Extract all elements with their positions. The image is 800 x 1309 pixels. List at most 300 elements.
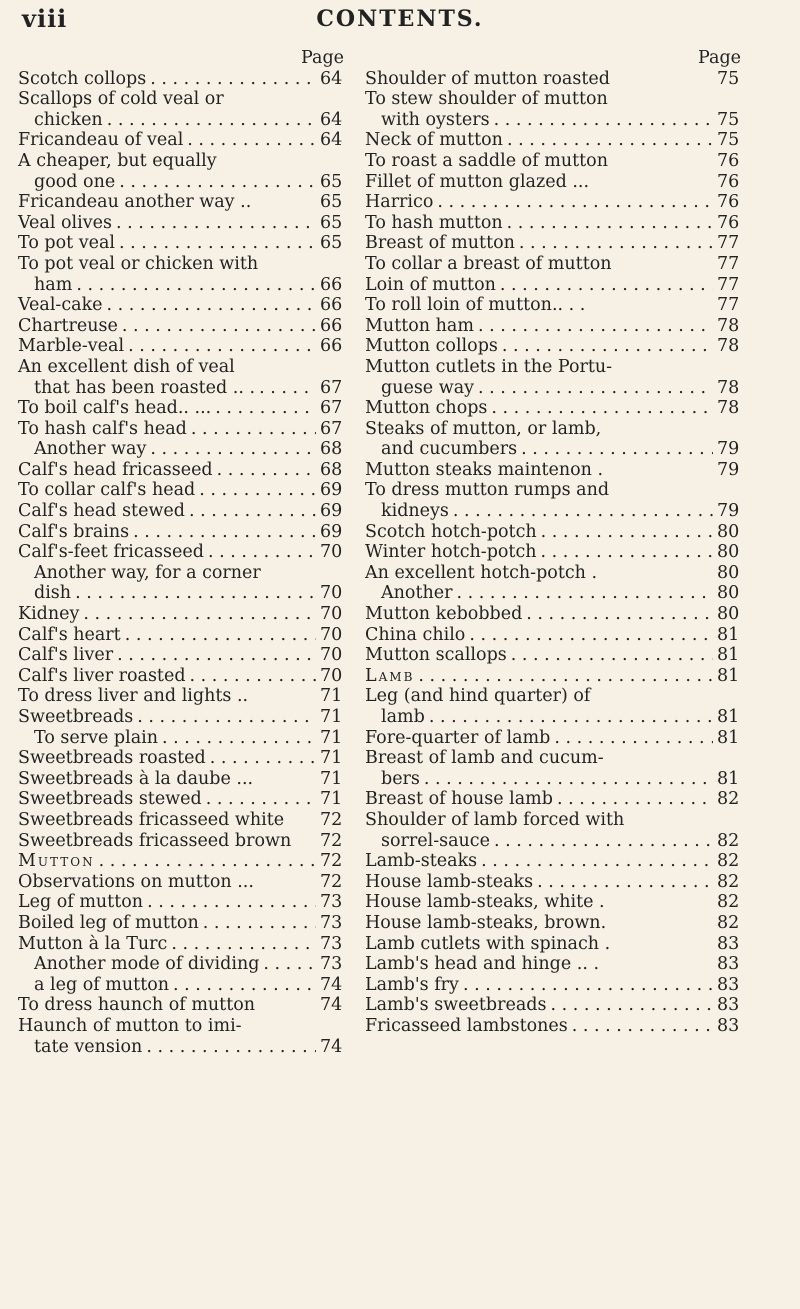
toc-line — [365, 789, 745, 810]
contents-column-right — [365, 48, 745, 1037]
toc-entry-title: tate vension — [34, 1036, 143, 1057]
toc-entry-title: Mutton kebobbed — [365, 604, 523, 625]
toc-page-number: 72 — [320, 851, 343, 872]
toc-page-number: 73 — [320, 954, 343, 975]
toc-page-number: 81 — [717, 665, 740, 686]
page-column-label: Page — [698, 48, 741, 68]
toc-entry — [365, 810, 745, 851]
toc-entry-title: sorrel-sauce — [381, 830, 490, 851]
dot-leader — [162, 728, 316, 749]
toc-entry — [18, 728, 348, 749]
dot-leader — [541, 542, 713, 563]
toc-entry-title: lamb — [381, 707, 425, 727]
dot-leader — [75, 583, 316, 604]
toc-entry-title: House lamb-steaks — [365, 871, 534, 892]
toc-line — [18, 460, 348, 481]
dot-leader — [206, 789, 316, 810]
toc-entry — [18, 295, 348, 316]
toc-line — [18, 501, 348, 522]
toc-entry — [365, 316, 745, 337]
toc-line — [18, 439, 348, 460]
toc-line — [18, 1037, 348, 1058]
toc-entry-title: To dress haunch of mutton — [18, 995, 256, 1016]
toc-line — [365, 748, 745, 769]
toc-line — [365, 769, 745, 790]
toc-entry-title: House lamb-steaks, white . — [365, 892, 605, 913]
dot-leader — [453, 501, 713, 522]
toc-line — [18, 522, 348, 543]
toc-page-number: 72 — [320, 809, 343, 830]
toc-entry — [365, 728, 745, 749]
toc-entry-title: To collar a breast of mutton — [365, 253, 612, 274]
toc-page-number: 82 — [717, 789, 740, 810]
toc-entry-title: Another — [381, 583, 453, 604]
toc-entry — [18, 892, 348, 913]
toc-entry-title: and cucumbers — [381, 439, 518, 460]
toc-entry — [18, 398, 348, 419]
toc-entry — [365, 542, 745, 563]
toc-entry-title: To serve plain — [34, 727, 159, 748]
toc-entry — [18, 192, 348, 213]
toc-page-number: 80 — [717, 542, 740, 563]
toc-entry — [365, 151, 745, 172]
toc-page-number: 82 — [717, 912, 740, 933]
toc-entry-title: To dress mutton rumps and — [365, 480, 610, 501]
toc-page-number: 67 — [320, 377, 343, 398]
toc-page-number: 83 — [717, 974, 740, 995]
dot-leader — [133, 522, 316, 543]
toc-entry-title: Mutton collops — [365, 336, 498, 357]
toc-entry — [365, 295, 745, 316]
toc-entry-title: To boil calf's head.. ... — [18, 398, 212, 419]
toc-entry-title: Sweetbreads stewed — [18, 789, 202, 810]
dot-leader — [190, 666, 316, 687]
page-number: viii — [22, 4, 68, 33]
toc-line — [365, 295, 745, 316]
toc-line — [365, 480, 745, 501]
dot-leader — [259, 378, 316, 399]
toc-page-number: 71 — [320, 707, 343, 727]
toc-entry-title: Leg (and hind quarter) of — [365, 686, 591, 707]
dot-leader — [116, 213, 316, 234]
toc-line — [18, 913, 348, 934]
toc-line — [18, 542, 348, 563]
dot-leader — [507, 130, 713, 151]
toc-page-number: 78 — [717, 315, 740, 336]
toc-entry-title: Winter hotch-potch — [365, 542, 537, 563]
toc-line — [365, 604, 745, 625]
toc-entry — [365, 254, 745, 275]
toc-entry — [365, 625, 745, 646]
toc-entry-title: House lamb-steaks, brown. — [365, 912, 607, 933]
toc-entry-title: Calf's brains — [18, 521, 130, 542]
toc-page-number: 83 — [717, 1015, 740, 1036]
toc-entry-title: Fricandeau of veal — [18, 130, 184, 151]
toc-entry — [18, 480, 348, 501]
toc-page-number: 69 — [320, 521, 343, 542]
toc-entry — [18, 316, 348, 337]
toc-line — [365, 130, 745, 151]
toc-page-number: 73 — [320, 933, 343, 954]
toc-line — [365, 89, 745, 110]
dot-leader — [500, 275, 713, 296]
dot-leader — [173, 975, 316, 996]
toc-entry — [365, 192, 745, 213]
toc-line — [18, 192, 348, 213]
toc-line — [365, 439, 745, 460]
toc-entry-title: A cheaper, but equally — [18, 150, 217, 171]
toc-page-number: 75 — [717, 130, 740, 151]
toc-page-number: 83 — [717, 933, 740, 954]
toc-entry — [365, 336, 745, 357]
toc-line — [365, 110, 745, 131]
toc-entry — [18, 625, 348, 646]
toc-entry — [365, 934, 745, 955]
toc-entry — [18, 336, 348, 357]
toc-entry-title: Mutton à la Turc — [18, 933, 168, 954]
toc-entry — [365, 357, 745, 398]
toc-page-number: 68 — [320, 459, 343, 480]
toc-line — [18, 604, 348, 625]
toc-entry-title: Mutton chops — [365, 398, 488, 419]
toc-entry-title: Mutton cutlets in the Portu- — [365, 356, 613, 377]
toc-entry-title: Lamb's fry — [365, 974, 459, 995]
toc-entry — [18, 851, 348, 872]
toc-page-number: 69 — [320, 501, 343, 522]
toc-line — [365, 810, 745, 831]
toc-entry — [18, 542, 348, 563]
toc-line — [18, 563, 348, 584]
toc-entry-title: To stew shoulder of mutton — [365, 89, 608, 110]
dot-leader — [137, 707, 316, 728]
toc-page-number: 68 — [320, 439, 343, 460]
toc-entry — [365, 563, 745, 584]
toc-entry-title: Calf's liver roasted — [18, 665, 186, 686]
toc-page-number: 71 — [320, 768, 343, 789]
toc-line — [18, 892, 348, 913]
toc-entry — [18, 69, 348, 90]
dot-leader — [557, 789, 713, 810]
toc-entry-title: To roast a saddle of mutton — [365, 150, 608, 171]
toc-entry — [18, 439, 348, 460]
dot-leader — [215, 398, 316, 419]
toc-line — [365, 151, 745, 172]
toc-entry-title: ham — [34, 274, 73, 295]
dot-leader — [478, 316, 713, 337]
dot-leader — [502, 336, 713, 357]
toc-entry-title: An excellent dish of veal — [18, 356, 235, 377]
toc-entry — [18, 645, 348, 666]
toc-page-number: 72 — [320, 830, 343, 851]
dot-leader — [199, 480, 316, 501]
toc-entry-title: Lamb's head and hinge .. . — [365, 954, 600, 975]
page-header — [0, 4, 800, 34]
dot-leader — [550, 995, 713, 1016]
toc-page-number: 75 — [717, 109, 740, 130]
toc-entry — [18, 1016, 348, 1057]
toc-line — [365, 625, 745, 646]
toc-entry-title: Breast of mutton — [365, 233, 515, 254]
toc-line — [18, 69, 348, 90]
toc-page-number: 73 — [320, 892, 343, 913]
toc-line — [18, 295, 348, 316]
toc-line — [365, 851, 745, 872]
dot-leader — [150, 69, 316, 90]
toc-entry-title: Mutton steaks maintenon . — [365, 459, 604, 480]
toc-entry-title: To dress liver and lights .. — [18, 686, 249, 707]
dot-leader — [189, 501, 316, 522]
dot-leader — [125, 625, 316, 646]
toc-page-number: 80 — [717, 562, 740, 583]
toc-entry-title: Calf's heart — [18, 624, 121, 645]
toc-entry — [365, 789, 745, 810]
toc-line — [18, 480, 348, 501]
toc-line — [18, 357, 348, 378]
toc-entry-title: kidneys — [381, 501, 449, 522]
toc-line — [365, 645, 745, 666]
toc-entry-title: To roll loin of mutton.. . . — [365, 295, 586, 316]
dot-leader — [469, 625, 713, 646]
toc-page-number: 74 — [320, 995, 343, 1016]
toc-page-number: 76 — [717, 150, 740, 171]
dot-leader — [208, 542, 316, 563]
toc-line — [365, 583, 745, 604]
toc-entry — [365, 954, 745, 975]
toc-line — [18, 316, 348, 337]
toc-page-number: 81 — [717, 707, 740, 727]
toc-page-number: 79 — [717, 501, 740, 522]
toc-entry-title: Fore-quarter of lamb — [365, 727, 551, 748]
toc-entry-title: Lamb's sweetbreads — [365, 995, 547, 1016]
toc-line — [365, 1016, 745, 1037]
toc-entry — [18, 233, 348, 254]
toc-page-number: 79 — [717, 439, 740, 460]
toc-entry-title: good one — [34, 171, 116, 192]
toc-entry — [365, 130, 745, 151]
toc-page-number: 83 — [717, 995, 740, 1016]
toc-page-number: 65 — [320, 192, 343, 213]
dot-leader — [122, 316, 316, 337]
toc-line — [365, 666, 745, 687]
dot-leader — [119, 172, 316, 193]
toc-entry — [365, 645, 745, 666]
toc-line — [365, 254, 745, 275]
dot-leader — [119, 233, 316, 254]
toc-line — [18, 583, 348, 604]
toc-page-number: 80 — [717, 583, 740, 604]
page-title: CONTENTS. — [316, 6, 484, 32]
dot-leader — [526, 604, 713, 625]
toc-entry-title: Boiled leg of mutton — [18, 912, 199, 933]
toc-line — [365, 563, 745, 584]
toc-entry-title: Haunch of mutton to imi- — [18, 1015, 242, 1036]
toc-line — [365, 192, 745, 213]
toc-entry-title: Mutton scallops — [365, 645, 507, 666]
toc-page-number: 82 — [717, 830, 740, 851]
dot-leader — [424, 769, 713, 790]
toc-entry — [365, 995, 745, 1016]
toc-entry — [365, 172, 745, 193]
toc-line — [18, 707, 348, 728]
toc-line — [365, 501, 745, 522]
toc-entry-title: To collar calf's head — [18, 480, 196, 501]
toc-line — [365, 831, 745, 852]
toc-entry — [18, 666, 348, 687]
toc-page-number: 65 — [320, 171, 343, 192]
dot-leader — [107, 295, 316, 316]
toc-entry-title: Leg of mutton — [18, 892, 144, 913]
toc-page-number: 81 — [717, 727, 740, 748]
toc-line — [18, 686, 348, 707]
toc-line — [365, 522, 745, 543]
toc-entry — [365, 233, 745, 254]
toc-entry — [365, 975, 745, 996]
toc-line — [18, 995, 348, 1016]
toc-line — [365, 419, 745, 440]
toc-entry — [365, 583, 745, 604]
toc-page-number: 80 — [717, 604, 740, 625]
toc-line — [365, 378, 745, 399]
toc-entry-title: guese way — [381, 377, 475, 398]
toc-entry-title: Chartreuse — [18, 315, 118, 336]
toc-entry — [18, 810, 348, 831]
toc-page-number: 73 — [320, 912, 343, 933]
toc-page-number: 70 — [320, 624, 343, 645]
toc-entry-title: Sweetbreads fricasseed brown — [18, 830, 292, 851]
toc-line — [365, 954, 745, 975]
toc-entry — [365, 666, 745, 687]
toc-entry — [365, 1016, 745, 1037]
toc-entry — [18, 151, 348, 192]
toc-line — [365, 460, 745, 481]
dot-leader — [507, 213, 713, 234]
toc-line — [365, 233, 745, 254]
dot-leader — [491, 398, 713, 419]
toc-line — [18, 666, 348, 687]
dot-leader — [117, 645, 316, 666]
toc-page-number: 66 — [320, 336, 343, 357]
toc-line — [365, 172, 745, 193]
toc-entry — [365, 419, 745, 460]
toc-entry-title: Another way — [34, 439, 147, 460]
toc-entry — [365, 275, 745, 296]
toc-line — [18, 336, 348, 357]
toc-entry-title: Sweetbreads — [18, 707, 134, 727]
toc-page-number: 82 — [717, 892, 740, 913]
toc-entry — [365, 604, 745, 625]
dot-leader — [481, 851, 713, 872]
toc-line — [18, 254, 348, 275]
page-column-label: Page — [301, 48, 344, 68]
toc-entry-title: a leg of mutton — [34, 974, 170, 995]
toc-entry-title: Kidney — [18, 604, 80, 625]
toc-entry-title: Another mode of dividing — [34, 954, 260, 975]
toc-entry — [18, 769, 348, 790]
toc-entry-title: Fillet of mutton glazed ... — [365, 171, 590, 192]
toc-entry — [18, 954, 348, 995]
toc-page-number: 82 — [717, 871, 740, 892]
toc-entry-title: Fricandeau another way .. — [18, 192, 252, 213]
toc-entry-title: Observations on mutton ... — [18, 871, 254, 892]
toc-entry — [365, 89, 745, 130]
toc-line — [365, 975, 745, 996]
toc-page-number: 76 — [717, 192, 740, 213]
toc-line — [18, 151, 348, 172]
toc-line — [18, 934, 348, 955]
toc-entry-title: To pot veal — [18, 233, 116, 254]
toc-page-number: 82 — [717, 851, 740, 872]
toc-line — [18, 748, 348, 769]
toc-entry-title: To pot veal or chicken with — [18, 253, 259, 274]
toc-page-number: 79 — [717, 459, 740, 480]
toc-entry — [365, 872, 745, 893]
dot-leader — [537, 872, 713, 893]
toc-entry — [18, 213, 348, 234]
toc-page-number: 72 — [320, 871, 343, 892]
toc-page-number: 81 — [717, 768, 740, 789]
toc-page-number: 65 — [320, 212, 343, 233]
toc-line — [365, 69, 745, 90]
toc-entry — [365, 851, 745, 872]
dot-leader — [191, 419, 316, 440]
toc-page-number: 80 — [717, 521, 740, 542]
toc-page-number: 76 — [717, 171, 740, 192]
toc-page-number: 77 — [717, 233, 740, 254]
dot-leader — [171, 934, 316, 955]
toc-page-number: 69 — [320, 480, 343, 501]
toc-page-number: 76 — [717, 212, 740, 233]
toc-entry — [365, 522, 745, 543]
dot-leader — [478, 378, 713, 399]
toc-page-number: 64 — [320, 109, 343, 130]
toc-page-number: 66 — [320, 274, 343, 295]
toc-entry-title: Sweetbreads roasted — [18, 748, 206, 769]
toc-entry-title: with oysters — [381, 109, 490, 130]
toc-line — [365, 686, 745, 707]
dot-leader — [521, 439, 713, 460]
toc-entry-title: Scallops of cold veal or — [18, 89, 224, 110]
toc-line — [18, 398, 348, 419]
toc-page-number: 71 — [320, 686, 343, 707]
toc-entry — [18, 522, 348, 543]
toc-line — [18, 728, 348, 749]
toc-entry — [365, 69, 745, 90]
toc-page-number: 70 — [320, 665, 343, 686]
toc-line — [365, 542, 745, 563]
toc-entry-title: Scotch collops — [18, 68, 147, 89]
toc-entry-title: Loin of mutton — [365, 274, 496, 295]
toc-entry-title: Breast of lamb and cucum- — [365, 748, 604, 769]
toc-entry-title: To hash mutton — [365, 212, 503, 233]
toc-entry — [18, 748, 348, 769]
dot-leader — [456, 583, 713, 604]
toc-entry-title: China chilo — [365, 624, 466, 645]
toc-entry — [365, 480, 745, 521]
toc-entry — [365, 913, 745, 934]
dot-leader — [511, 645, 713, 666]
dot-leader — [554, 728, 713, 749]
toc-entry-title: Fricasseed lambstones — [365, 1015, 568, 1036]
toc-entry — [18, 419, 348, 440]
dot-leader — [76, 275, 316, 296]
toc-entry-title: Veal-cake — [18, 295, 103, 316]
toc-line — [18, 769, 348, 790]
toc-entry — [18, 872, 348, 893]
toc-page-number: 77 — [717, 295, 740, 316]
toc-line — [365, 707, 745, 728]
toc-entry-title: Calf's head stewed — [18, 501, 185, 522]
toc-line — [18, 172, 348, 193]
